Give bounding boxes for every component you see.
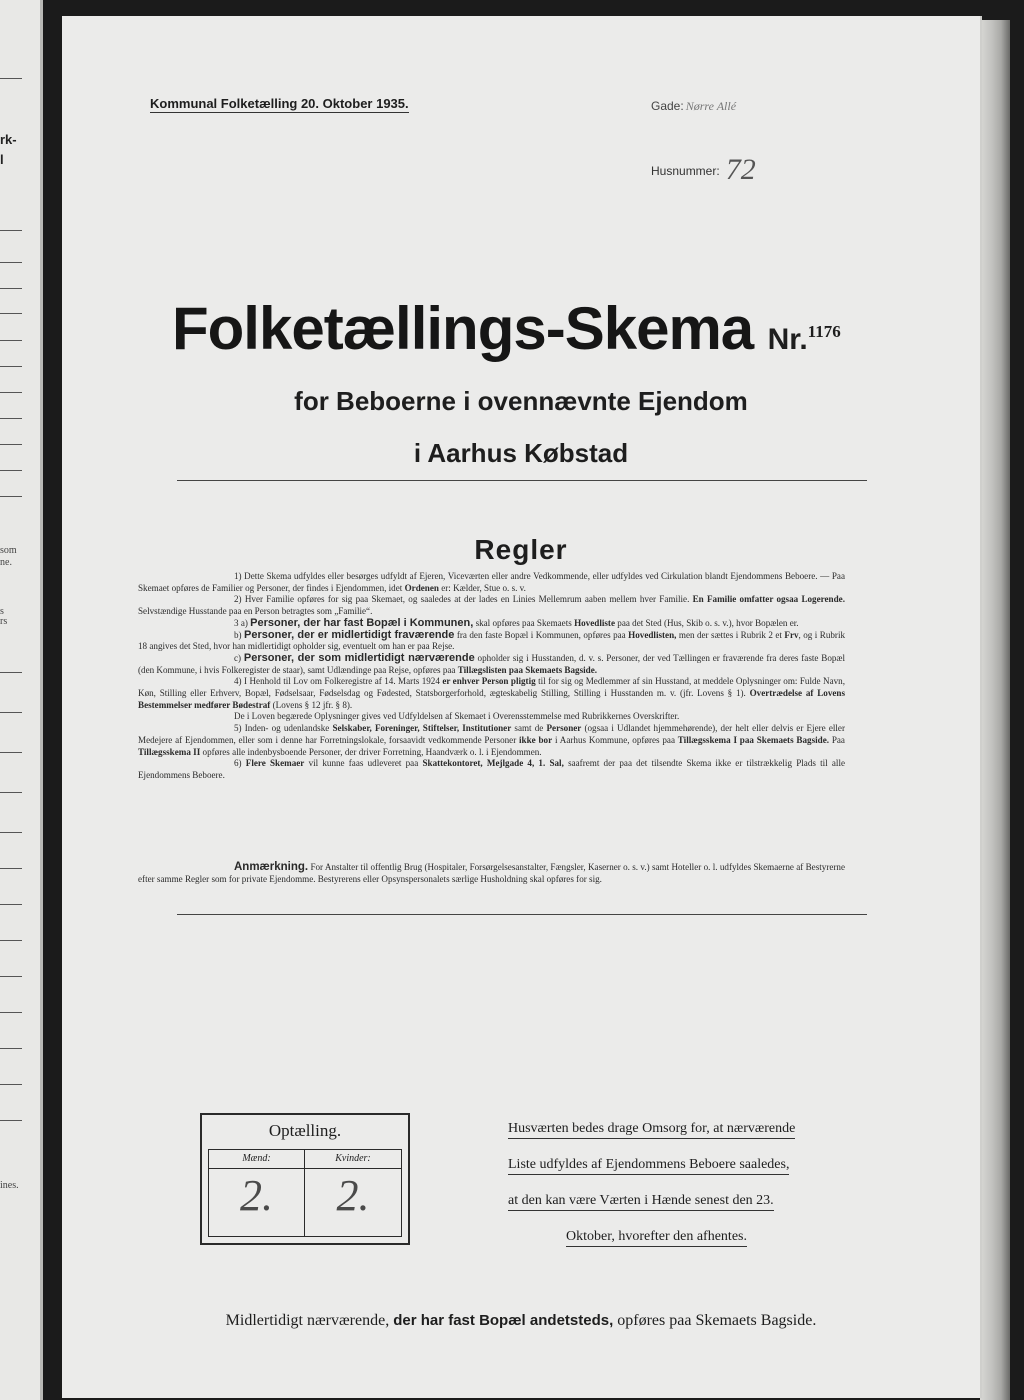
page-fragment: rs [0,616,8,627]
remark-text: For Anstalter til offentlig Brug (Hospitaler, Forsørgelsesanstalter, Fængsler, Kaserner o. s. v.) samt Hoteller o. l. udfyldes Skemaerne af Bestyrerne efter samme Regler som for private Ejendomme. Bestyrerens eller Opsynspersonalets særlige Husholdning skal opføres for sig. [138,862,845,884]
rule-mark [0,1084,22,1085]
count-box-title: Optælling. [268,1121,342,1140]
notice-line-4: Oktober, hvorefter den afhentes. [566,1228,747,1247]
men-label: Mænd: [209,1150,304,1169]
form-subtitle-2: i Aarhus Købstad [413,438,629,468]
book-page-edges [980,20,1010,1400]
rule-mark [0,470,22,471]
street-value: Nørre Allé [685,99,737,113]
rules-text [138,571,845,782]
women-count: 2. [336,1171,370,1220]
street-field [651,99,736,114]
rule-mark [0,712,22,713]
notice-line-1: Husværten bedes drage Omsorg for, at nærværende [508,1120,795,1139]
page-fragment: som [0,545,17,556]
rule-mark [0,976,22,977]
rule-5: 5) Inden- og udenlandske Selskaber, Foreninger, Stiftelser, Institutioner samt de Personer (ogsaa i Udlandet hjemmehørende), der helt eller delvis er Ejere eller Medejere af Ejendommen, eller som i denne har Forretningslokale, forsaavidt vedkommende Personer ikke bor i Aarhus Kommune, opføres paa Tillægsskema I paa Skemaets Bagside. Paa Tillægsskema II opføres alle indenbysboende Personer, der driver Forretning, Haandværk o. l. i Ejendommen. [138,723,845,757]
rule-mark [0,792,22,793]
footer-part-2: der har fast Bopæl andetsteds, [393,1312,614,1329]
divider-line [177,480,867,481]
page-fragment: l [0,152,4,167]
house-number-label: Husnummer: [651,164,720,178]
census-form-page [62,16,980,1398]
rule-2: 2) Hver Familie opføres for sig paa Skemaet, og saaledes at der lades en Linies Mellemrum aaben mellem hver Familie. En Familie omfatter ogsaa Logerende. Selvstændige Husstande paa en Person betragtes som „Familie“. [138,594,845,617]
rules-heading: Regler [474,534,568,565]
rule-mark [0,78,22,79]
notice-line-2: Liste udfyldes af Ejendommens Beboere saaledes, [508,1156,789,1175]
rule-mark [0,672,22,673]
rule-mark [0,262,22,263]
census-heading: Kommunal Folketælling 20. Oktober 1935. [150,96,409,111]
rule-mark [0,832,22,833]
page-fragment: ines. [0,1180,19,1191]
rule-mark [0,1048,22,1049]
count-box [200,1113,410,1245]
adjacent-page-edge [0,0,43,1400]
rule-mark [0,444,22,445]
page-fragment: ne. [0,557,12,568]
rule-mark [0,340,22,341]
women-column [305,1150,401,1236]
rule-1: 1) Dette Skema udfyldes eller besørges udfyldt af Ejeren, Viceværten eller andre Vedkommende, eller udfyldes ved Cirkulation blandt Ejendommens Beboere. — Paa Skemaet opføres de Familier og Personer, der findes i Ejendommen, idet Ordenen er: Kælder, Stue o. s. v. [138,571,845,593]
footer-part-1: Midlertidigt nærværende, [225,1312,390,1329]
page-fragment: s [0,606,4,617]
count-grid [208,1149,402,1237]
form-number-label: Nr. [767,323,808,356]
rule-mark [0,940,22,941]
house-number-field [651,149,756,186]
divider-line [177,914,867,915]
rule-mark [0,313,22,314]
form-subtitle-1: for Beboerne i ovennævnte Ejendom [294,386,748,416]
rule-mark [0,230,22,231]
remark-label: Anmærkning. [234,861,309,873]
form-title-row [172,294,912,363]
footer-note [62,1312,980,1330]
rule-mark [0,904,22,905]
house-number-value: 72 [725,153,756,186]
rule-mark [0,752,22,753]
rule-4-note: De i Loven begærede Oplysninger gives ved Udfyldelsen af Skemaet i Overensstemmelse med Rubrikkernes Overskrifter. [234,711,680,722]
rule-6: 6) Flere Skemaer vil kunne faas udleveret paa Skattekontoret, Mejlgade 4, 1. Sal, saafremt der paa det tilsendte Skema ikke er tilstrækkelig Plads til alle Ejendommens Beboere. [138,758,846,780]
rule-mark [0,1120,22,1121]
page-fragment: rk- [0,132,17,147]
street-label: Gade: [651,99,684,113]
men-column [209,1150,305,1236]
rule-4: 4) I Henhold til Lov om Folkeregistre af 14. Marts 1924 er enhver Person pligtig til for sig og Medlemmer af sin Husstand, at meddele Oplysninger om: Fulde Navn, Køn, Stilling eller Erhverv, Bopæl, Fødselsaar, Fødselsdag og Fødested, Statsborgerforhold, ægteskabelig Stilling, Stilling i Husstanden m. v. (jfr. Lovens § 1). Overtrædelse af Lovens Bestemmelser medfører Bødestraf (Lovens § 12 jfr. § 8). [138,676,845,710]
rule-mark [0,392,22,393]
rule-mark [0,1012,22,1013]
rule-3a: 3 a) Personer, der har fast Bopæl i Kommunen, skal opføres paa Skemaets Hovedliste paa det Sted (Hus, Skib o. s. v.), hvor Bopælen er. [234,616,799,629]
rule-mark [0,496,22,497]
women-label: Kvinder: [305,1150,401,1169]
rule-3b: b) Personer, der er midlertidigt fraværende fra den faste Bopæl i Kommunen, opføres paa Hovedlisten, men der sættes i Rubrik 2 et Frv, og i Rubrik 18 angives det Sted, hvor han midlertidigt opholder sig, eventuelt om han er paa Rejse. [138,628,846,652]
remark-paragraph [138,862,845,885]
form-number-value: 1176 [807,322,841,341]
men-count: 2. [240,1171,273,1220]
notice-line-3: at den kan være Værten i Hænde senest den 23. [508,1192,774,1211]
rule-mark [0,418,22,419]
rule-3c: c) Personer, der som midlertidigt nærværende opholder sig i Husstanden, d. v. s. Personer, der ved Tællingen er fraværende fra deres faste Bopæl (den Kommune, i hvis Folkeregister de staar), samt Udlændinge paa Rejse, opføres paa Tillægslisten paa Skemaets Bagside. [138,651,846,675]
rule-mark [0,868,22,869]
rule-mark [0,366,22,367]
form-title: Folketællings-Skema [172,295,754,362]
footer-part-3: opføres paa Skemaets Bagside. [617,1312,817,1329]
rule-mark [0,288,22,289]
